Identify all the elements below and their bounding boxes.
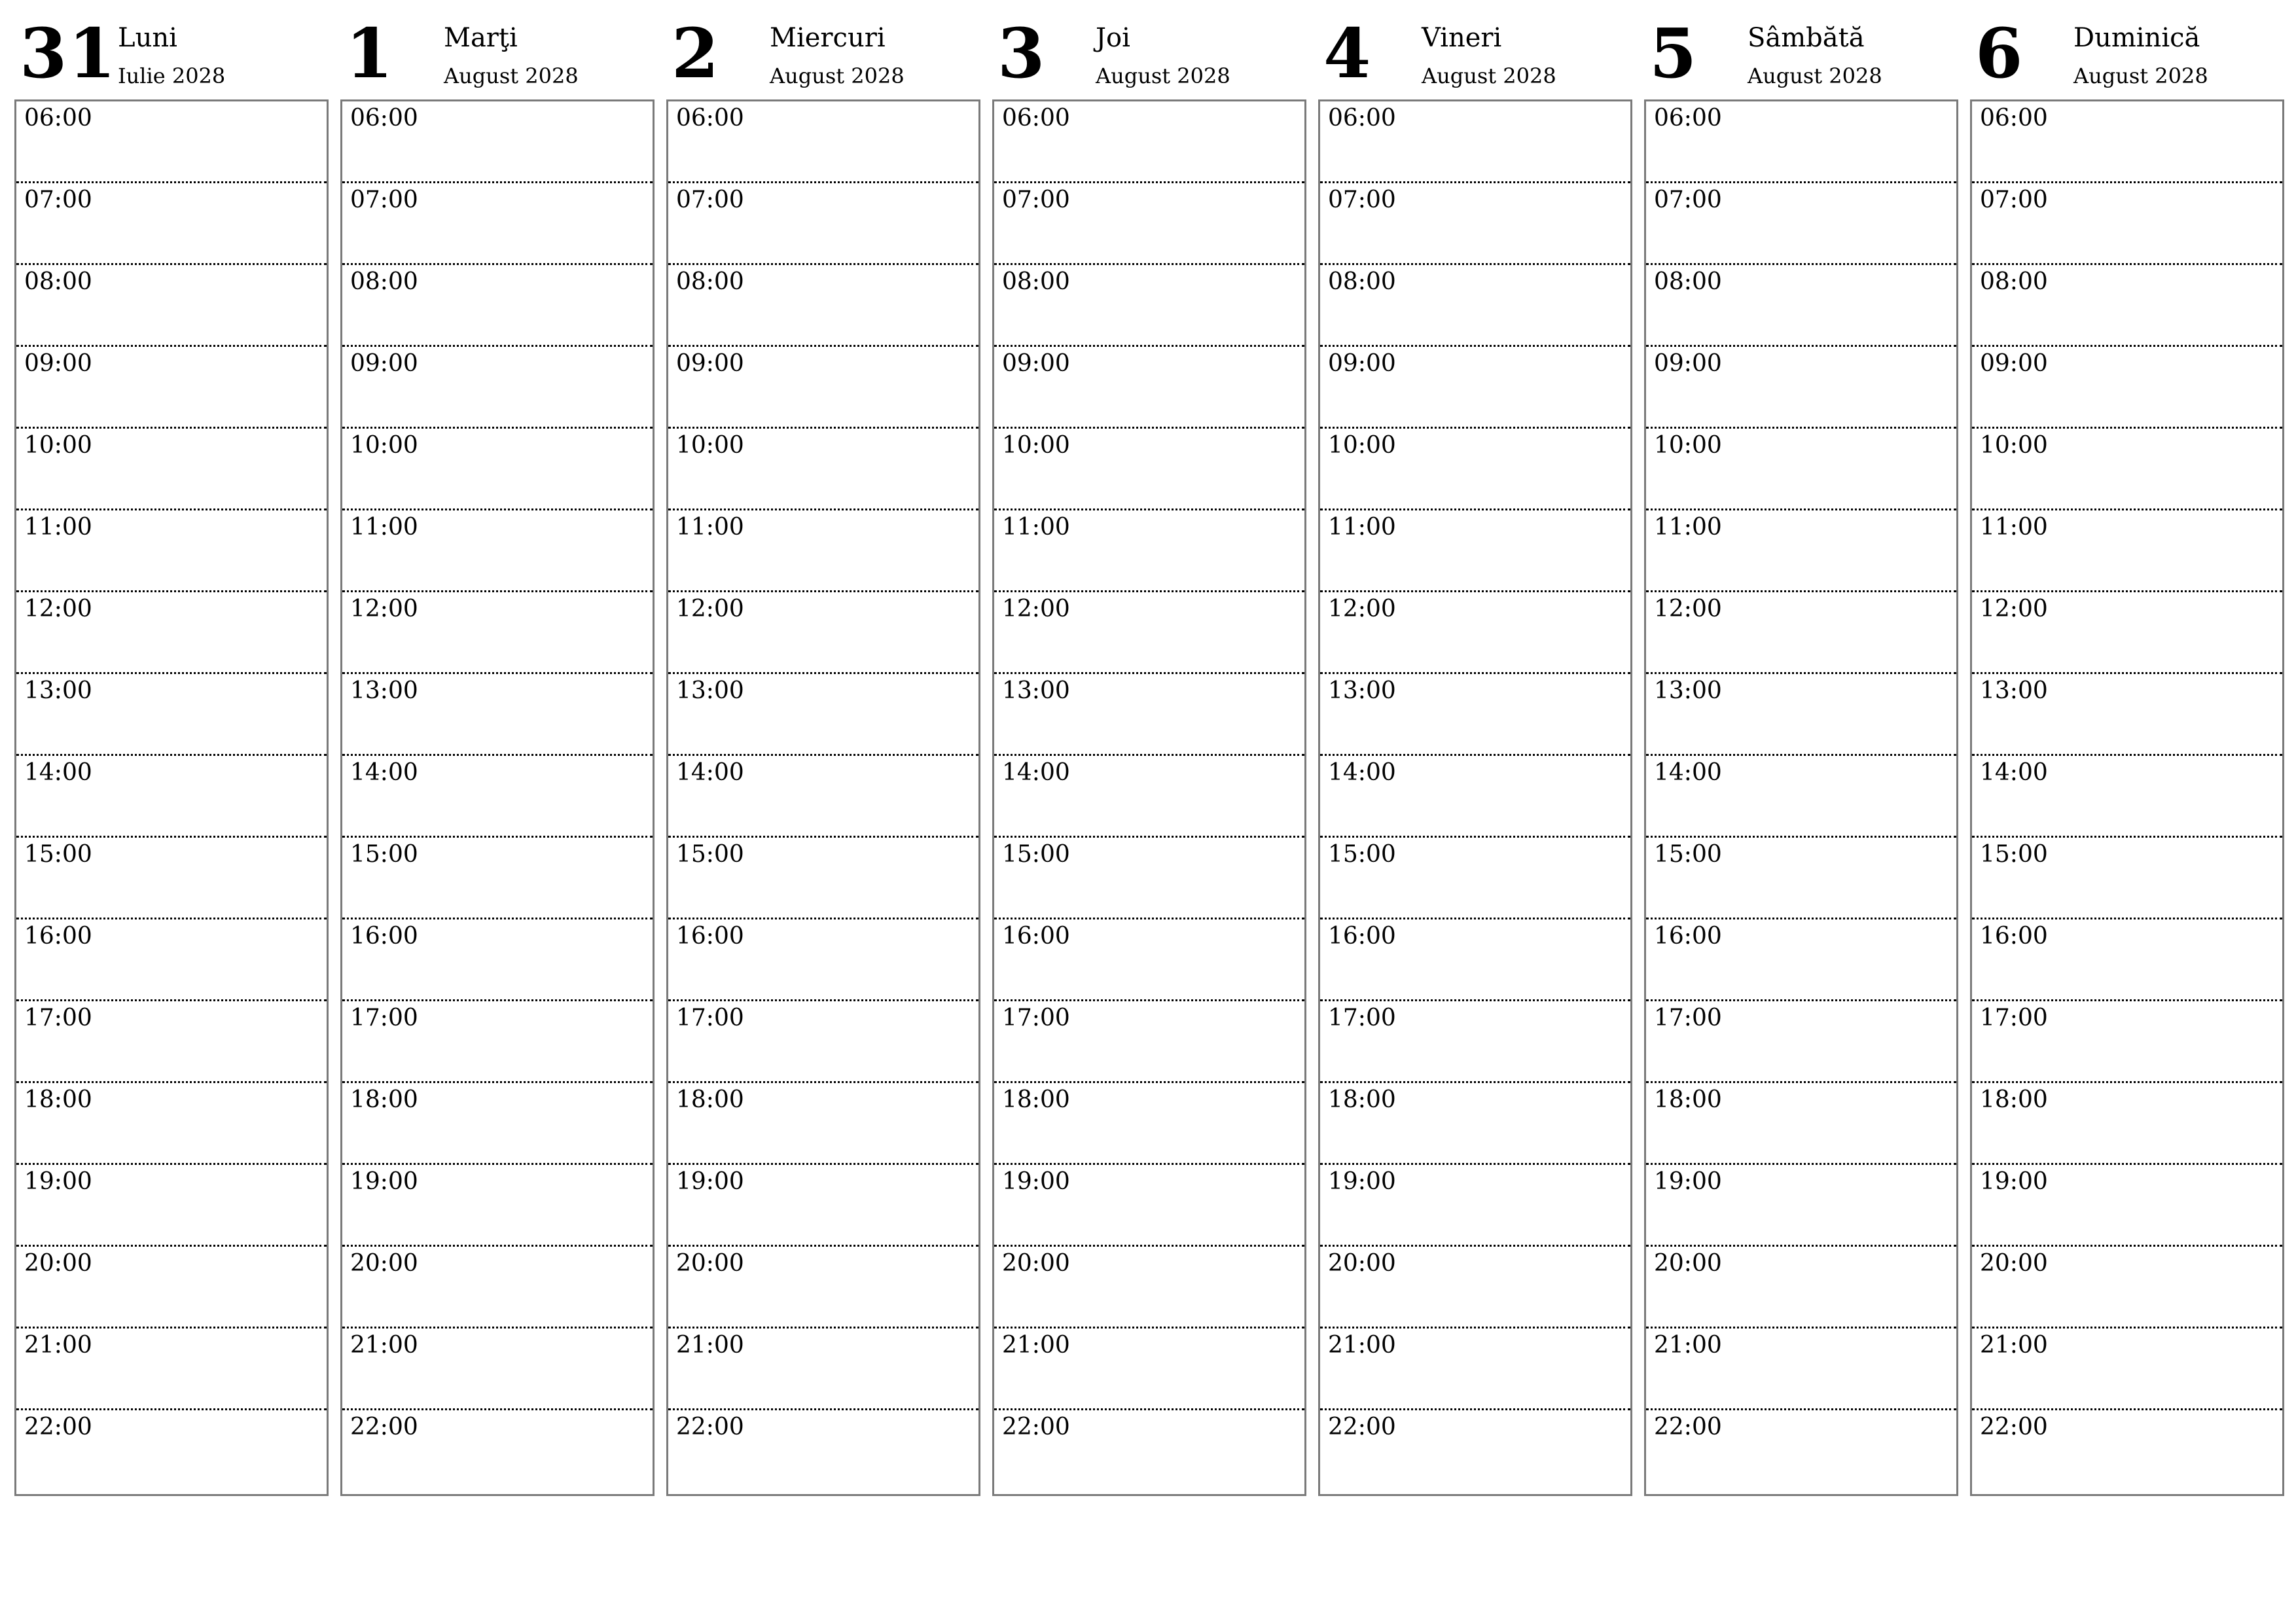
time-label: 21:00 [1654,1332,1722,1359]
time-label: 11:00 [1654,514,1722,541]
day-number: 4 [1323,13,1372,94]
time-slot [668,510,978,592]
time-label: 07:00 [1980,187,2048,213]
time-label: 07:00 [1328,187,1396,213]
day-column [14,0,327,1440]
time-slot [342,1329,653,1410]
time-slot [994,838,1304,919]
time-slot [994,919,1304,1001]
time-label: 18:00 [1328,1086,1396,1113]
day-number: 1 [346,13,395,94]
time-slot [16,919,327,1001]
time-slot [1972,265,2282,347]
day-column [340,0,653,1440]
time-label: 15:00 [676,841,744,868]
time-slot [1646,674,1956,756]
time-slot [1646,265,1956,347]
time-label: 06:00 [1002,105,1070,132]
time-label: 17:00 [1980,1005,2048,1031]
time-slot [1972,101,2282,183]
time-label: 12:00 [1654,596,1722,622]
time-slot [16,1410,327,1492]
time-label: 14:00 [350,759,418,786]
time-label: 16:00 [1980,923,2048,950]
time-label: 19:00 [24,1168,92,1195]
time-slot [994,265,1304,347]
time-slot [1972,838,2282,919]
time-slot [668,592,978,674]
time-slot [668,1001,978,1083]
time-slot [1972,1083,2282,1165]
time-slot [994,592,1304,674]
time-label: 07:00 [676,187,744,213]
time-slot [1320,1247,1630,1329]
time-slot [1646,429,1956,510]
time-slot [1646,510,1956,592]
time-label: 06:00 [1980,105,2048,132]
time-slot [668,1083,978,1165]
month-year: August 2028 [770,63,905,88]
time-slot [1646,347,1956,429]
time-label: 12:00 [1980,596,2048,622]
day-column [1970,0,2283,1440]
time-label: 16:00 [24,923,92,950]
time-slot [994,1247,1304,1329]
day-schedule-box [1970,99,2284,1496]
time-label: 13:00 [676,677,744,704]
month-year: August 2028 [1422,63,1556,88]
time-slot [1646,1329,1956,1410]
time-label: 16:00 [1002,923,1070,950]
day-name: Joi [1096,23,1130,53]
time-slot [342,592,653,674]
time-slot [342,347,653,429]
time-label: 16:00 [1654,923,1722,950]
day-header [666,0,979,99]
day-name: Miercuri [770,23,886,53]
time-slot [16,265,327,347]
time-slot [342,1083,653,1165]
time-label: 20:00 [1980,1250,2048,1277]
time-label: 10:00 [1328,432,1396,459]
time-label: 19:00 [1980,1168,2048,1195]
time-slot [16,592,327,674]
time-label: 14:00 [1002,759,1070,786]
time-label: 15:00 [350,841,418,868]
time-label: 22:00 [350,1414,418,1440]
time-label: 13:00 [1328,677,1396,704]
time-label: 08:00 [1654,268,1722,295]
time-label: 08:00 [24,268,92,295]
time-label: 09:00 [1980,350,2048,377]
time-label: 19:00 [1328,1168,1396,1195]
time-slot [342,183,653,265]
day-column [666,0,979,1440]
time-slot [1972,756,2282,838]
time-label: 09:00 [1654,350,1722,377]
time-slot [1646,1083,1956,1165]
time-label: 16:00 [676,923,744,950]
time-slot [1320,265,1630,347]
time-slot [16,1247,327,1329]
time-label: 14:00 [1980,759,2048,786]
time-label: 07:00 [24,187,92,213]
time-label: 08:00 [350,268,418,295]
day-schedule-box [666,99,980,1496]
time-slot [16,1083,327,1165]
time-slot [994,1083,1304,1165]
time-slot [342,756,653,838]
time-slot [668,183,978,265]
time-slot [1646,1247,1956,1329]
time-label: 14:00 [676,759,744,786]
time-label: 06:00 [24,105,92,132]
time-label: 09:00 [1328,350,1396,377]
time-slot [342,838,653,919]
time-slot [994,1001,1304,1083]
time-slot [1320,183,1630,265]
time-slot [668,1165,978,1247]
month-year: August 2028 [444,63,579,88]
time-slot [342,1247,653,1329]
day-name: Marţi [444,23,518,53]
time-slot [668,1329,978,1410]
time-label: 11:00 [1328,514,1396,541]
time-slot [994,1329,1304,1410]
time-label: 08:00 [1980,268,2048,295]
time-slot [1972,429,2282,510]
time-slot [16,1001,327,1083]
time-label: 19:00 [1654,1168,1722,1195]
day-number: 31 [20,13,117,94]
day-number: 3 [997,13,1047,94]
month-year: August 2028 [1748,63,1882,88]
time-slot [342,1001,653,1083]
time-label: 19:00 [1002,1168,1070,1195]
time-label: 21:00 [1328,1332,1396,1359]
month-year: August 2028 [1096,63,1230,88]
time-slot [342,429,653,510]
time-slot [342,1410,653,1492]
time-slot [1320,1001,1630,1083]
time-slot [1972,674,2282,756]
time-slot [668,838,978,919]
time-slot [668,265,978,347]
time-label: 22:00 [1980,1414,2048,1440]
time-slot [668,101,978,183]
time-label: 17:00 [350,1005,418,1031]
day-name: Duminică [2073,23,2200,53]
time-label: 21:00 [350,1332,418,1359]
time-slot [342,674,653,756]
time-slot [1972,919,2282,1001]
time-slot [1646,838,1956,919]
time-slot [16,101,327,183]
day-schedule-box [340,99,655,1496]
time-label: 13:00 [1002,677,1070,704]
time-label: 10:00 [1002,432,1070,459]
time-label: 14:00 [1654,759,1722,786]
time-slot [16,674,327,756]
time-slot [16,183,327,265]
time-label: 08:00 [1328,268,1396,295]
time-slot [342,510,653,592]
time-slot [1320,1083,1630,1165]
time-slot [342,1165,653,1247]
time-label: 09:00 [350,350,418,377]
time-label: 09:00 [1002,350,1070,377]
day-number: 6 [1975,13,2024,94]
time-label: 10:00 [350,432,418,459]
time-slot [1320,1410,1630,1492]
time-slot [16,510,327,592]
time-slot [1320,838,1630,919]
time-label: 15:00 [1002,841,1070,868]
time-slot [16,429,327,510]
time-label: 10:00 [24,432,92,459]
time-slot [668,1247,978,1329]
time-label: 08:00 [1002,268,1070,295]
time-label: 15:00 [1654,841,1722,868]
time-slot [1320,510,1630,592]
time-slot [668,429,978,510]
time-label: 14:00 [24,759,92,786]
time-label: 20:00 [1654,1250,1722,1277]
time-label: 10:00 [676,432,744,459]
day-schedule-box [992,99,1306,1496]
time-slot [16,1165,327,1247]
time-label: 20:00 [1002,1250,1070,1277]
time-slot [342,265,653,347]
time-slot [1646,1165,1956,1247]
time-slot [1972,183,2282,265]
day-header [1970,0,2283,99]
time-slot [1972,347,2282,429]
time-label: 15:00 [1980,841,2048,868]
time-slot [1320,101,1630,183]
time-label: 12:00 [1328,596,1396,622]
time-label: 14:00 [1328,759,1396,786]
time-label: 12:00 [676,596,744,622]
time-slot [1972,510,2282,592]
time-label: 16:00 [350,923,418,950]
time-slot [994,429,1304,510]
time-slot [668,756,978,838]
time-label: 22:00 [676,1414,744,1440]
day-header [1318,0,1631,99]
time-slot [16,347,327,429]
time-label: 13:00 [24,677,92,704]
time-label: 08:00 [676,268,744,295]
time-slot [1972,592,2282,674]
time-slot [1646,756,1956,838]
time-label: 20:00 [1328,1250,1396,1277]
time-slot [1320,674,1630,756]
time-slot [1320,756,1630,838]
time-slot [16,838,327,919]
time-slot [994,510,1304,592]
time-label: 11:00 [1002,514,1070,541]
time-label: 07:00 [1654,187,1722,213]
day-schedule-box [1318,99,1632,1496]
time-label: 11:00 [350,514,418,541]
time-slot [1972,1001,2282,1083]
time-label: 17:00 [1654,1005,1722,1031]
day-name: Vineri [1422,23,1502,53]
time-slot [668,919,978,1001]
time-slot [994,183,1304,265]
time-label: 13:00 [1654,677,1722,704]
time-slot [16,756,327,838]
time-label: 18:00 [1002,1086,1070,1113]
time-label: 09:00 [24,350,92,377]
day-schedule-box [14,99,329,1496]
time-label: 17:00 [1002,1005,1070,1031]
time-label: 07:00 [1002,187,1070,213]
day-header [992,0,1305,99]
time-slot [1320,1329,1630,1410]
time-label: 19:00 [350,1168,418,1195]
time-slot [668,674,978,756]
time-label: 19:00 [676,1168,744,1195]
time-label: 17:00 [676,1005,744,1031]
time-label: 16:00 [1328,923,1396,950]
day-number: 5 [1649,13,1698,94]
time-slot [994,1410,1304,1492]
time-slot [1972,1165,2282,1247]
time-label: 06:00 [1654,105,1722,132]
time-slot [16,1329,327,1410]
time-label: 17:00 [24,1005,92,1031]
time-slot [994,101,1304,183]
time-slot [342,919,653,1001]
time-slot [1646,1001,1956,1083]
time-slot [1646,183,1956,265]
time-label: 15:00 [24,841,92,868]
time-slot [668,347,978,429]
time-slot [1972,1329,2282,1410]
time-label: 06:00 [1328,105,1396,132]
time-slot [994,756,1304,838]
time-label: 09:00 [676,350,744,377]
time-label: 10:00 [1654,432,1722,459]
time-label: 21:00 [1002,1332,1070,1359]
time-label: 22:00 [24,1414,92,1440]
time-slot [1320,1165,1630,1247]
day-column [1644,0,1957,1440]
time-label: 13:00 [350,677,418,704]
time-label: 12:00 [1002,596,1070,622]
time-label: 20:00 [676,1250,744,1277]
time-label: 18:00 [676,1086,744,1113]
day-column [1318,0,1631,1440]
day-number: 2 [672,13,721,94]
time-label: 07:00 [350,187,418,213]
time-label: 21:00 [1980,1332,2048,1359]
time-label: 13:00 [1980,677,2048,704]
time-slot [342,101,653,183]
day-schedule-box [1644,99,1958,1496]
time-label: 22:00 [1328,1414,1396,1440]
month-year: August 2028 [2073,63,2208,88]
time-label: 22:00 [1002,1414,1070,1440]
month-year: Iulie 2028 [118,63,226,88]
time-label: 18:00 [1654,1086,1722,1113]
time-slot [1972,1247,2282,1329]
time-slot [1320,919,1630,1001]
time-label: 22:00 [1654,1414,1722,1440]
time-slot [1320,592,1630,674]
time-slot [1972,1410,2282,1492]
time-label: 10:00 [1980,432,2048,459]
time-label: 18:00 [350,1086,418,1113]
time-slot [668,1410,978,1492]
time-label: 11:00 [24,514,92,541]
time-label: 15:00 [1328,841,1396,868]
time-slot [994,674,1304,756]
day-header [14,0,327,99]
time-label: 18:00 [24,1086,92,1113]
day-column [992,0,1305,1440]
day-header [340,0,653,99]
time-slot [1646,101,1956,183]
time-label: 20:00 [24,1250,92,1277]
time-slot [1320,429,1630,510]
time-label: 18:00 [1980,1086,2048,1113]
time-slot [1320,347,1630,429]
time-slot [994,347,1304,429]
time-label: 12:00 [350,596,418,622]
time-slot [994,1165,1304,1247]
time-label: 11:00 [1980,514,2048,541]
time-slot [1646,592,1956,674]
time-label: 06:00 [676,105,744,132]
time-label: 12:00 [24,596,92,622]
time-label: 06:00 [350,105,418,132]
time-slot [1646,1410,1956,1492]
time-label: 17:00 [1328,1005,1396,1031]
day-name: Sâmbătă [1748,23,1865,53]
day-name: Luni [118,23,177,53]
day-header [1644,0,1957,99]
time-label: 21:00 [676,1332,744,1359]
time-label: 21:00 [24,1332,92,1359]
time-label: 20:00 [350,1250,418,1277]
time-label: 11:00 [676,514,744,541]
time-slot [1646,919,1956,1001]
